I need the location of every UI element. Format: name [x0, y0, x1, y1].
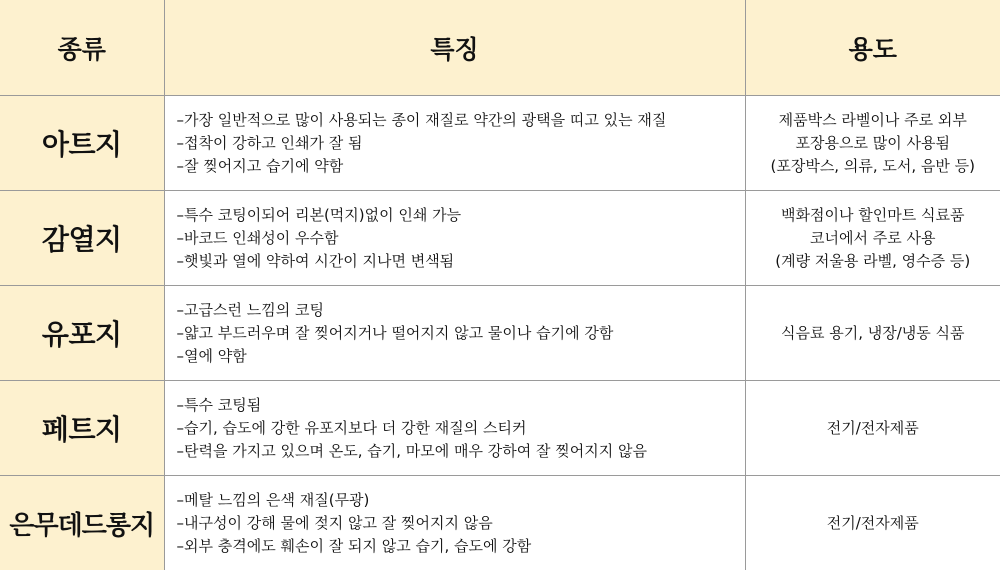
usage-line: 제품박스 라벨이나 주로 외부 [752, 109, 995, 132]
usage-line: 백화점이나 할인마트 식료품 [752, 204, 995, 227]
features-cell [164, 476, 745, 570]
table-row [0, 286, 1000, 381]
feature-line: –바코드 인쇄성이 우수함 [177, 227, 745, 250]
feature-line: –메탈 느낌의 은색 재질(무광) [177, 489, 745, 512]
feature-line: –특수 코팅이되어 리본(먹지)없이 인쇄 가능 [177, 204, 745, 227]
feature-line: –탄력을 가지고 있으며 온도, 습기, 마모에 매우 강하여 잘 찢어지지 않음 [177, 440, 745, 463]
usage-line: 포장용으로 많이 사용됨 [752, 132, 995, 155]
table-row [0, 476, 1000, 570]
feature-line: –접착이 강하고 인쇄가 잘 됨 [177, 132, 745, 155]
feature-line: –습기, 습도에 강한 유포지보다 더 강한 재질의 스티커 [177, 417, 745, 440]
usage-line: 식음료 용기, 냉장/냉동 식품 [752, 322, 995, 345]
table-row [0, 381, 1000, 476]
usage-cell [745, 381, 1000, 476]
usage-cell [745, 96, 1000, 191]
usage-cell [745, 476, 1000, 570]
paper-name: 아트지 [0, 96, 164, 191]
usage-line: (계량 저울용 라벨, 영수증 등) [752, 250, 995, 273]
feature-line: –내구성이 강해 물에 젖지 않고 잘 찢어지지 않음 [177, 512, 745, 535]
feature-line: –가장 일반적으로 많이 사용되는 종이 재질로 약간의 광택을 띠고 있는 재질 [177, 109, 745, 132]
usage-cell [745, 191, 1000, 286]
usage-cell [745, 286, 1000, 381]
table-row [0, 191, 1000, 286]
paper-name: 페트지 [0, 381, 164, 476]
features-cell [164, 286, 745, 381]
usage-line: 전기/전자제품 [752, 417, 995, 440]
feature-line: –외부 충격에도 훼손이 잘 되지 않고 습기, 습도에 강함 [177, 535, 745, 558]
feature-line: –잘 찢어지고 습기에 약함 [177, 155, 745, 178]
feature-line: –열에 약함 [177, 345, 745, 368]
header-type: 종류 [0, 0, 164, 96]
paper-name: 유포지 [0, 286, 164, 381]
features-cell [164, 191, 745, 286]
features-cell [164, 381, 745, 476]
feature-line: –고급스런 느낌의 코팅 [177, 299, 745, 322]
table-header-row [0, 0, 1000, 96]
features-cell [164, 96, 745, 191]
usage-line: 코너에서 주로 사용 [752, 227, 995, 250]
table-row [0, 96, 1000, 191]
paper-name: 은무데드롱지 [0, 476, 164, 570]
usage-line: (포장박스, 의류, 도서, 음반 등) [752, 155, 995, 178]
feature-line: –햇빛과 열에 약하여 시간이 지나면 변색됨 [177, 250, 745, 273]
header-features: 특징 [164, 0, 745, 96]
feature-line: –얇고 부드러우며 잘 찢어지거나 떨어지지 않고 물이나 습기에 강함 [177, 322, 745, 345]
usage-line: 전기/전자제품 [752, 512, 995, 535]
header-usage: 용도 [745, 0, 1000, 96]
paper-name: 감열지 [0, 191, 164, 286]
feature-line: –특수 코팅됨 [177, 394, 745, 417]
